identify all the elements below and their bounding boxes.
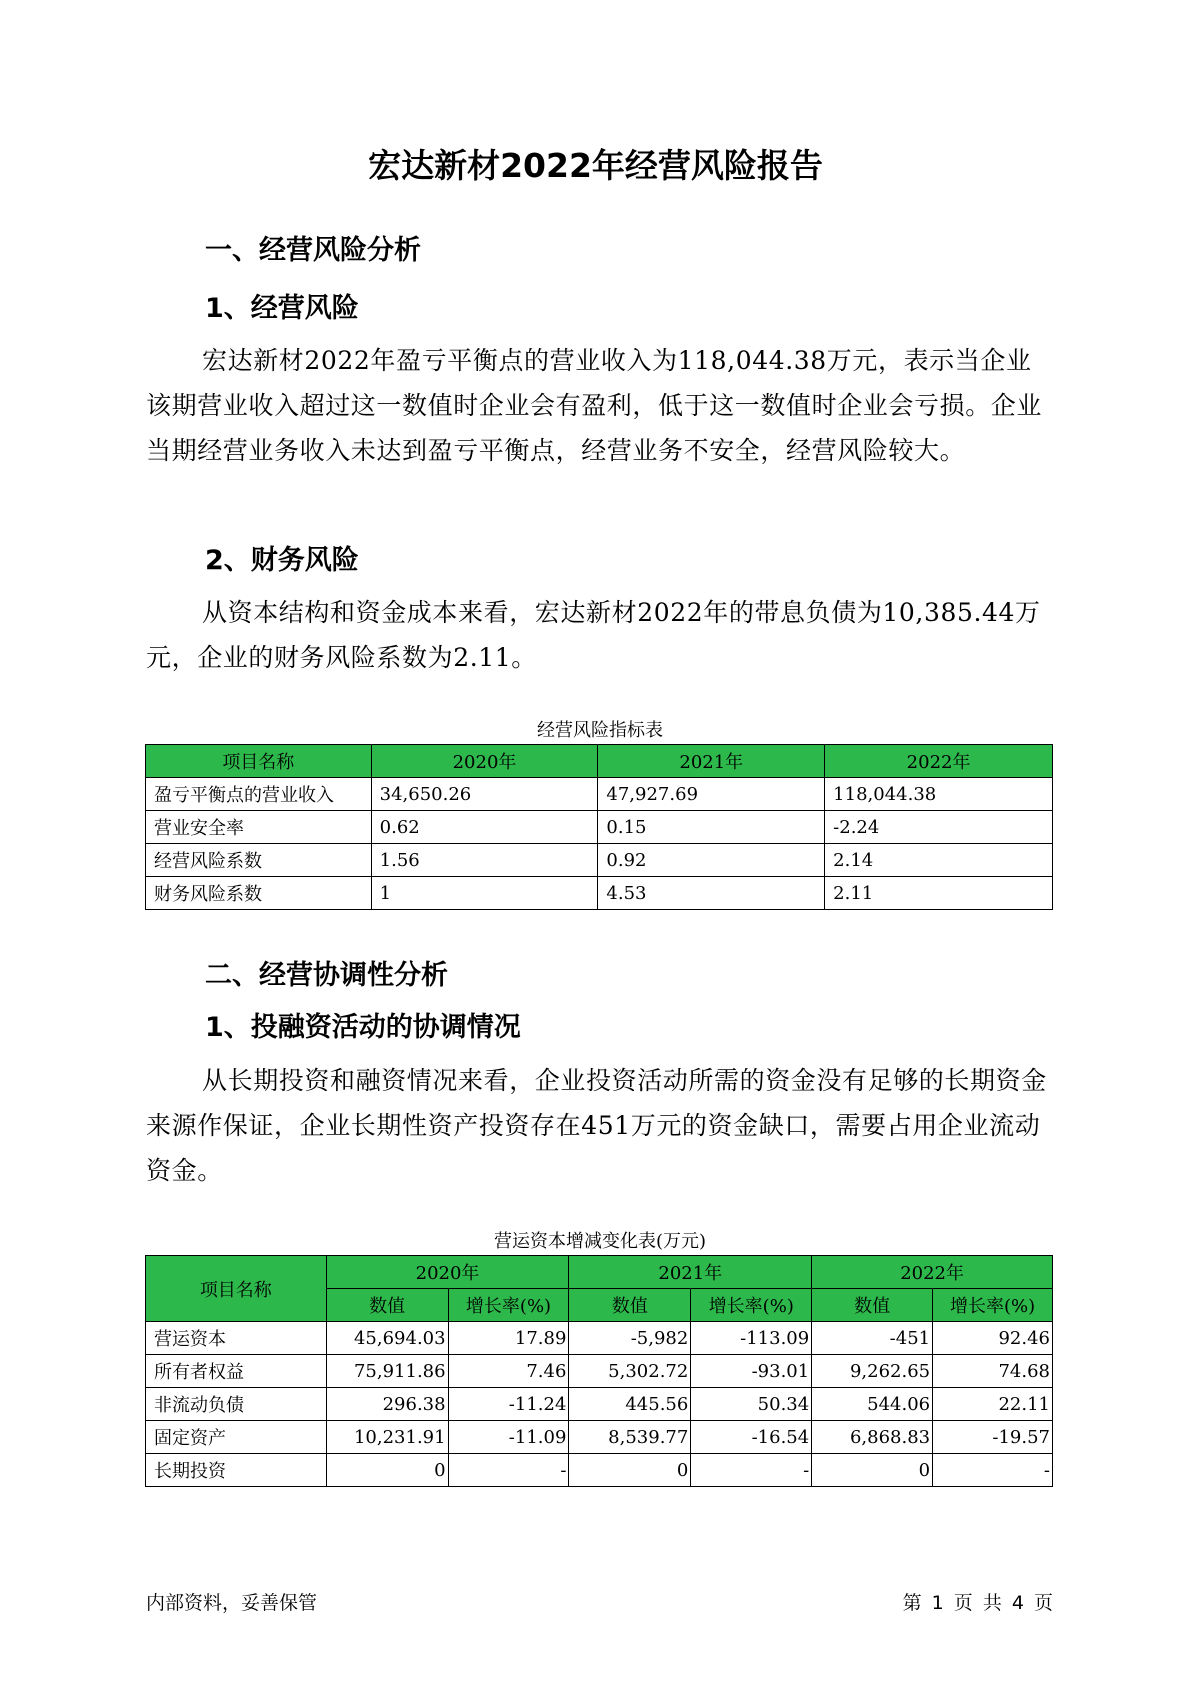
table-cell: 118,044.38 — [825, 778, 1053, 811]
table-cell: -16.54 — [691, 1421, 812, 1454]
table-cell: 4.53 — [598, 877, 825, 910]
header-cell: 数值 — [569, 1289, 691, 1322]
table-cell: -93.01 — [691, 1355, 812, 1388]
section-heading: 一、经营风险分析 — [205, 235, 421, 266]
risk-indicator-table — [145, 744, 1053, 910]
table-cell: 2.14 — [825, 844, 1053, 877]
table-cell: -2.24 — [825, 811, 1053, 844]
paragraph: 宏达新材2022年盈亏平衡点的营业收入为118,044.38万元，表示当企业该期营业收入超过这一数值时企业会有盈利，低于这一数值时企业会亏损。企业当期经营业务收入未达到盈亏平衡点，经营业务不安全，经营风险较大。 — [146, 346, 1043, 465]
footer-notice: 内部资料，妥善保管 — [146, 1592, 318, 1614]
table-cell: 0.15 — [598, 811, 825, 844]
header-cell: 2020年 — [371, 745, 598, 778]
table-cell: 财务风险系数 — [146, 877, 372, 910]
table-cell: 445.56 — [569, 1388, 691, 1421]
table-cell: 0 — [569, 1454, 691, 1487]
table-cell: -5,982 — [569, 1322, 691, 1355]
table-row — [146, 1388, 1053, 1421]
table-cell: 45,694.03 — [326, 1322, 448, 1355]
table-cell: 50.34 — [691, 1388, 812, 1421]
table-cell: -11.09 — [448, 1421, 569, 1454]
table-row — [146, 1421, 1053, 1454]
table-cell: 固定资产 — [146, 1421, 327, 1454]
table-cell: 长期投资 — [146, 1454, 327, 1487]
table-cell: 1 — [371, 877, 598, 910]
table-cell: 营运资本 — [146, 1322, 327, 1355]
table-cell: 34,650.26 — [371, 778, 598, 811]
header-cell: 项目名称 — [146, 1256, 327, 1322]
table-cell: -19.57 — [933, 1421, 1053, 1454]
table-cell: - — [691, 1454, 812, 1487]
table-cell: 非流动负债 — [146, 1388, 327, 1421]
subsection-heading: 1、经营风险 — [205, 293, 359, 324]
table-cell: 544.06 — [812, 1388, 933, 1421]
table-cell: 9,262.65 — [812, 1355, 933, 1388]
table-cell: 47,927.69 — [598, 778, 825, 811]
table-cell: 盈亏平衡点的营业收入 — [146, 778, 372, 811]
table-cell: 营业安全率 — [146, 811, 372, 844]
table-header-row — [146, 1256, 1053, 1289]
table-cell: 22.11 — [933, 1388, 1053, 1421]
table-cell: 7.46 — [448, 1355, 569, 1388]
table-cell: 1.56 — [371, 844, 598, 877]
table-cell: 0.92 — [598, 844, 825, 877]
header-cell: 增长率(%) — [933, 1289, 1053, 1322]
table-cell: 17.89 — [448, 1322, 569, 1355]
table-cell: -451 — [812, 1322, 933, 1355]
table-cell: 10,231.91 — [326, 1421, 448, 1454]
table-row — [146, 811, 1053, 844]
header-cell: 增长率(%) — [448, 1289, 569, 1322]
table-cell: 75,911.86 — [326, 1355, 448, 1388]
table-row — [146, 877, 1053, 910]
table-cell: 8,539.77 — [569, 1421, 691, 1454]
subsection-heading: 2、财务风险 — [205, 545, 359, 576]
table-row — [146, 1454, 1053, 1487]
table-cell: 0 — [812, 1454, 933, 1487]
table-row — [146, 778, 1053, 811]
table-cell: 0.62 — [371, 811, 598, 844]
table-header-row — [146, 745, 1053, 778]
header-cell: 2021年 — [598, 745, 825, 778]
table-cell: 所有者权益 — [146, 1355, 327, 1388]
table-cell: - — [448, 1454, 569, 1487]
paragraph: 从资本结构和资金成本来看，宏达新材2022年的带息负债为10,385.44万元，企业的财务风险系数为2.11。 — [146, 598, 1041, 672]
header-cell: 2022年 — [825, 745, 1053, 778]
working-capital-table — [145, 1255, 1053, 1487]
table-cell: - — [933, 1454, 1053, 1487]
header-cell: 数值 — [812, 1289, 933, 1322]
table-cell: 92.46 — [933, 1322, 1053, 1355]
table-caption: 营运资本增减变化表(万元) — [493, 1231, 707, 1252]
page-title: 宏达新材2022年经营风险报告 — [368, 146, 823, 185]
header-cell: 2020年 — [326, 1256, 569, 1289]
header-cell: 增长率(%) — [691, 1289, 812, 1322]
header-cell: 数值 — [326, 1289, 448, 1322]
table-cell: 74.68 — [933, 1355, 1053, 1388]
table-cell: 2.11 — [825, 877, 1053, 910]
header-cell: 2021年 — [569, 1256, 812, 1289]
table-cell: 6,868.83 — [812, 1421, 933, 1454]
table-cell: 经营风险系数 — [146, 844, 372, 877]
table-cell: -113.09 — [691, 1322, 812, 1355]
table-row — [146, 844, 1053, 877]
table-cell: 296.38 — [326, 1388, 448, 1421]
table-cell: 0 — [326, 1454, 448, 1487]
table-row — [146, 1322, 1053, 1355]
table-row — [146, 1355, 1053, 1388]
header-cell: 2022年 — [812, 1256, 1053, 1289]
subsection-heading: 1、投融资活动的协调情况 — [205, 1012, 521, 1043]
section-heading: 二、经营协调性分析 — [205, 960, 448, 991]
table-cell: -11.24 — [448, 1388, 569, 1421]
table-caption: 经营风险指标表 — [537, 720, 663, 741]
paragraph: 从长期投资和融资情况来看，企业投资活动所需的资金没有足够的长期资金来源作保证，企业长期性资产投资存在451万元的资金缺口，需要占用企业流动资金。 — [146, 1066, 1047, 1185]
header-cell: 项目名称 — [146, 745, 372, 778]
page-number: 第 1 页 共 4 页 — [902, 1592, 1053, 1614]
table-cell: 5,302.72 — [569, 1355, 691, 1388]
